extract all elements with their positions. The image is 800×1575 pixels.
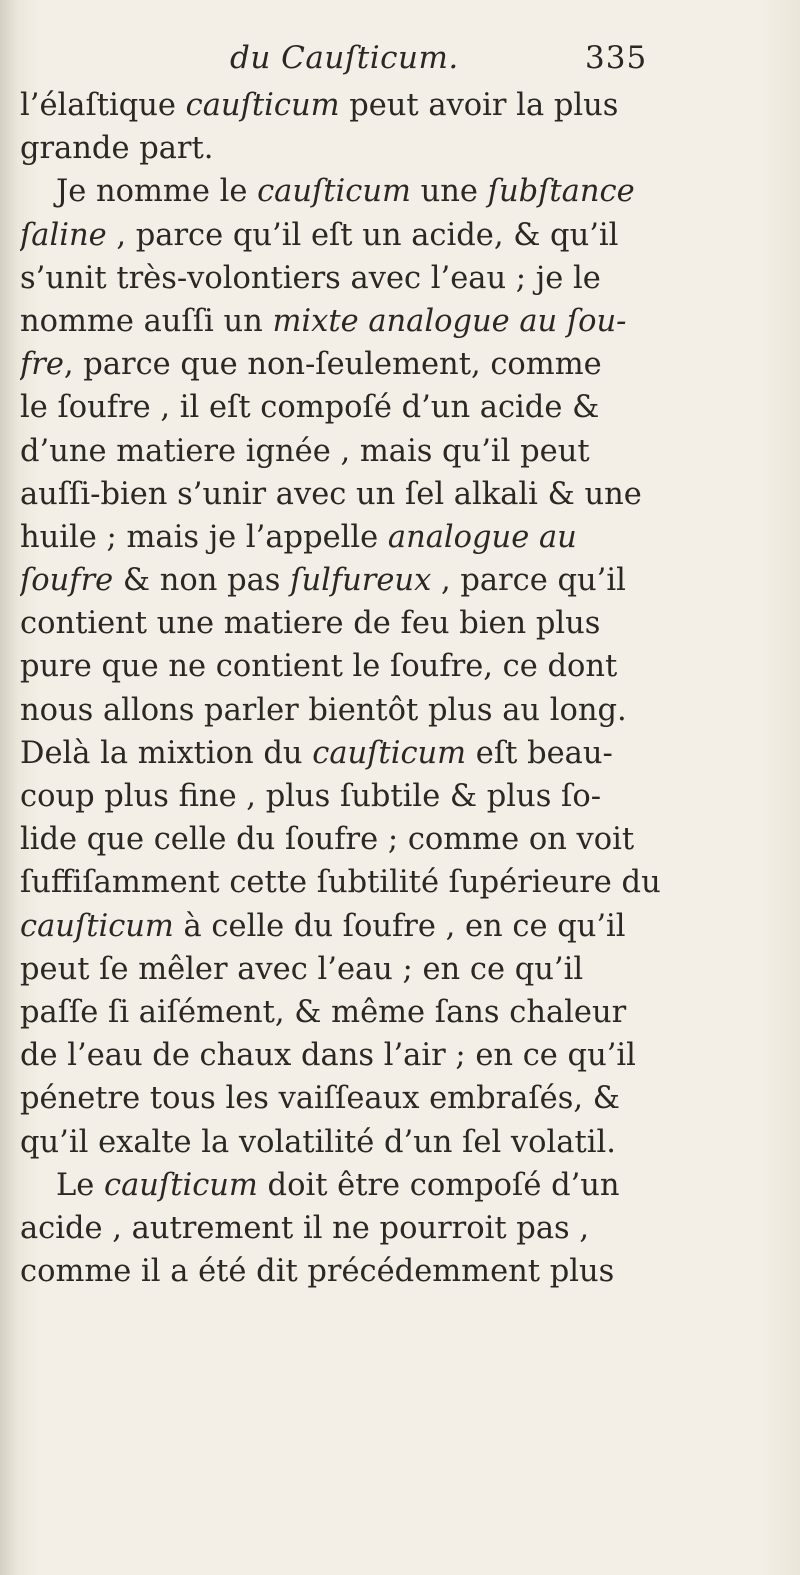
text-line [20, 818, 780, 861]
text-line [20, 300, 780, 343]
text-line [20, 1034, 780, 1077]
italic-run: cauſticum [185, 88, 340, 123]
italic-run: cauſticum [20, 908, 174, 944]
text-run: pénetre tous les vaiſſeaux embraſés, & [20, 1081, 620, 1117]
text-line [20, 214, 780, 257]
page-number: 335 [585, 40, 648, 76]
text-run: & non pas [113, 563, 291, 599]
text-line [20, 775, 780, 818]
text-line [20, 991, 780, 1034]
text-line [20, 1077, 780, 1120]
italic-run: analogue au [387, 519, 577, 555]
text-line [20, 689, 780, 732]
text-run: peut ſe mêler avec l’eau ; en ce qu’il [20, 951, 584, 987]
text-run: s’unit très-volontiers avec l’eau ; je le [20, 260, 601, 296]
text-line [20, 386, 780, 429]
text-line [20, 516, 780, 559]
text-line [20, 343, 780, 386]
text-run: Le [56, 1167, 104, 1203]
text-run: à celle du ſoufre , en ce qu’il [173, 908, 626, 944]
text-run: comme il a été dit précédemment plus [20, 1254, 615, 1290]
text-run: coup plus fine , plus ſubtile & plus ſo- [20, 779, 602, 814]
text-run: lide que celle du ſoufre ; comme on voit [20, 822, 635, 858]
italic-run: ſubſtance [487, 174, 635, 210]
text-line [20, 905, 780, 948]
text-run: Je nomme le [56, 174, 258, 210]
italic-run: ſoufre [20, 563, 114, 599]
text-run: qu’il exalte la volatilité d’un ſel volatil. [20, 1124, 616, 1160]
italic-run: ſulfureux [290, 563, 432, 599]
gutter-shadow [0, 0, 18, 1575]
text-run: le ſoufre , il eſt compoſé d’un acide & [20, 390, 600, 426]
italic-run: cauſticum [312, 735, 467, 771]
text-run: ſuffiſamment cette ſubtilité ſupérieure du [20, 865, 661, 901]
text-line [20, 645, 780, 688]
text-run: , parce qu’il [431, 563, 626, 599]
italic-run: cauſticum [257, 174, 411, 210]
italic-run: cauſticum [104, 1167, 258, 1203]
text-run: peut avoir la plus [339, 88, 619, 123]
text-run: contient une matiere de feu bien plus [20, 606, 601, 642]
text-line [20, 948, 780, 991]
text-run: auſſi-bien s’unir avec un ſel alkali & une [20, 476, 642, 512]
text-line [20, 1121, 780, 1164]
body-text [20, 84, 780, 1293]
running-title: du Cauſticum. [230, 40, 459, 76]
text-run: l’élaſtique [20, 88, 186, 123]
text-line [20, 559, 780, 602]
text-run: nomme auſſi un [20, 303, 273, 339]
text-run: d’une matiere ignée , mais qu’il peut [20, 433, 590, 469]
text-line [20, 170, 780, 213]
text-line [20, 602, 780, 645]
text-line [20, 732, 780, 775]
text-line [20, 430, 780, 473]
text-run: grande part. [20, 131, 214, 167]
text-run: paſſe ſi aiſément, & même ſans chaleur [20, 994, 627, 1030]
text-run: , parce que non-ſeulement, comme [63, 347, 602, 383]
text-line [20, 257, 780, 300]
text-run: , parce qu’il eſt un acide, & qu’il [106, 217, 619, 253]
text-run: nous allons parler bientôt plus au long. [20, 692, 627, 728]
text-line [20, 473, 780, 516]
text-run: acide , autrement il ne pourroit pas , [20, 1210, 590, 1246]
text-run: de l’eau de chaux dans l’air ; en ce qu’il [20, 1038, 636, 1074]
text-run: une [410, 174, 488, 210]
italic-run: fre [20, 347, 64, 383]
text-line [20, 127, 780, 170]
italic-run: mixte analogue au ſou- [272, 303, 627, 339]
text-line [20, 1164, 780, 1207]
text-run: huile ; mais je l’appelle [20, 519, 388, 555]
text-run: pure que ne contient le ſoufre, ce dont [20, 649, 618, 685]
text-line [20, 861, 780, 904]
text-run: doit être compoſé d’un [257, 1167, 620, 1203]
text-line [20, 84, 780, 127]
italic-run: ſaline [20, 217, 107, 253]
text-line [20, 1207, 780, 1250]
text-run: eſt beau- [466, 735, 613, 771]
text-line [20, 1250, 780, 1293]
text-run: Delà la mixtion du [20, 735, 313, 771]
